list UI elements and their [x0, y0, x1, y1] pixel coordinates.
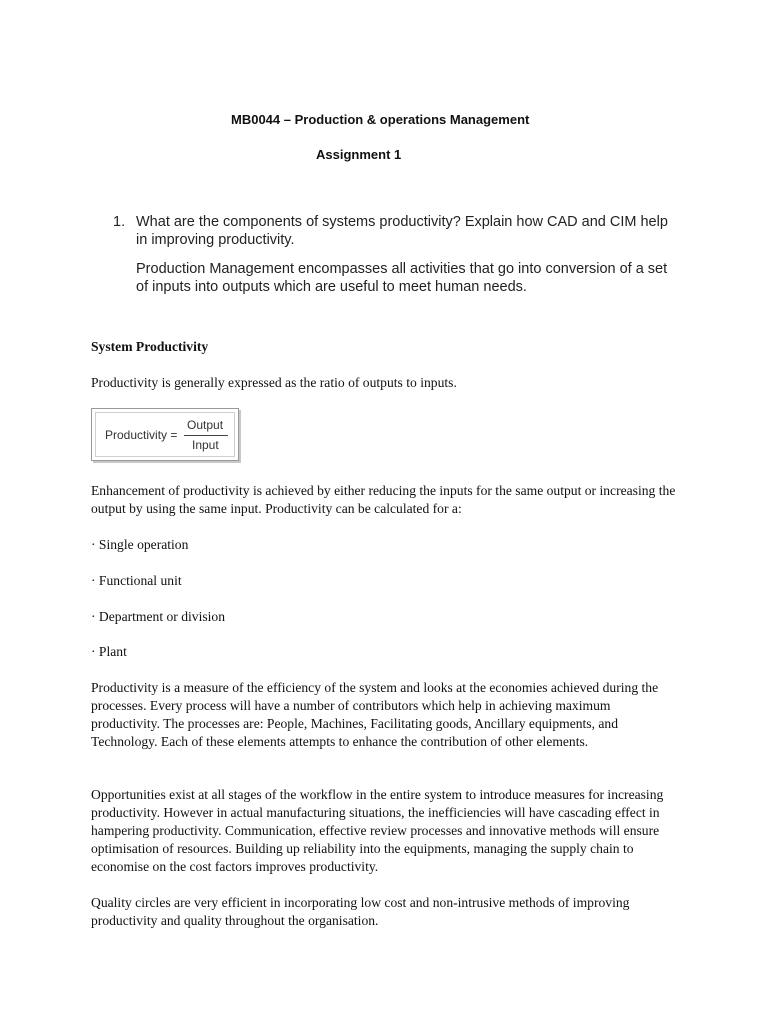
fraction-bar — [184, 435, 228, 436]
list-item: · Functional unit — [91, 573, 182, 588]
question-number: 1. — [113, 214, 126, 230]
question-block — [113, 213, 673, 296]
formula-denominator: Input — [192, 438, 219, 452]
list-item: · Department or division — [91, 609, 226, 624]
formula-frame — [95, 412, 235, 457]
productivity-formula-image — [91, 408, 239, 461]
document-title: MB0044 – Production & operations Management — [231, 112, 530, 127]
opportunities-paragraph: Opportunities exist at all stages of the workflow in the entire system to introduce measures for increasing productivity. However in actual manufacturing situations, the inefficiencies will have cascading effect in hampering productivity. Communication, effective review processes and innovative methods will ensure optimisation of resources. Building up reliability into the equipments, managing the supply chain to economise on the cost factors improves productivity. — [91, 787, 664, 874]
section-heading: System Productivity — [91, 339, 209, 354]
measure-paragraph: Productivity is a measure of the efficiency of the system and looks at the economies achieved during the processes. Every process will have a number of contributors which help in achieving maximum productivity. The processes are: People, Machines, Facilitating goods, Ancillary equipments, and Technology. Each of these elements attempts to enhance the contribution of other elements. — [91, 680, 659, 749]
ratio-paragraph: Productivity is generally expressed as the ratio of outputs to inputs. — [91, 375, 457, 390]
question-answer: Production Management encompasses all activities that go into conversion of a set of inputs into outputs which are useful to meet human needs. — [136, 261, 668, 295]
formula-numerator: Output — [187, 418, 224, 432]
enhancement-paragraph: Enhancement of productivity is achieved by either reducing the inputs for the same output or increasing the output by using the same input. Productivity can be calculated for a: — [91, 483, 676, 516]
assignment-subtitle: Assignment 1 — [316, 147, 402, 162]
list-item: · Single operation — [91, 537, 189, 552]
question-text: What are the components of systems productivity? Explain how CAD and CIM help in improving productivity. — [136, 214, 668, 248]
list-item: · Plant — [91, 644, 127, 659]
quality-circles-paragraph: Quality circles are very efficient in incorporating low cost and non-intrusive methods of improving productivity and quality throughout the organisation. — [91, 895, 630, 928]
formula-left-side: Productivity = — [105, 428, 178, 442]
